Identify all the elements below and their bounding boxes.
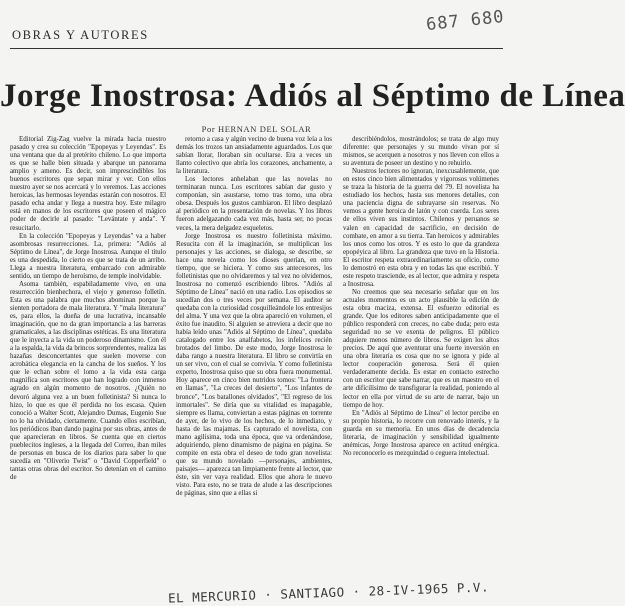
article-paragraph: describiéndolos, mostrándolos; se trata de algo muy diferente: que personajes y su mundo vivan por sí mismos, se acerquen a nosotros y nos lleven con ellos a su aventura de poseer un destino y no rehuirlo. bbox=[343, 136, 499, 168]
article-column-3 bbox=[343, 136, 499, 588]
article-paragraph: retorno a casa y algún vecino de buena voz leía a los demás los trozos tan ansiadamente aguardados. Los que sabían llorar, lloraban sin ocultarse. Era a veces un llanto colectivo que abría los corazones, anchamente, a la literatura. bbox=[176, 136, 332, 176]
source-date-stamp: EL MERCURIO · SANTIAGO · 28-IV-1965 P.V. bbox=[167, 579, 490, 606]
handwritten-archive-number: 687 680 bbox=[425, 6, 506, 36]
article-byline: Por HERNAN DEL SOLAR bbox=[201, 124, 312, 134]
article-paragraph: Nuestros lectores no ignoran, inexcusablemente, que en estos cinco bien alimentados y vigorosos volúmenes se traza la historia de la guerra del 79. El novelista ha estudiado los hechos, hasta sus menores detalles, con una paciencia digna de subrayarse sin reservas. No vemos a gente heroica de latón y con cuerda. Los seres de ellos viven sus instintos. Chilenos y peruanos se valen en capacidad de sacrificio, en decisión de combate, en amor a su tierra. Tan heroicos y admirables los unos como los otros. Y es esto lo que da grandeza epopéyica al libro. La grandeza que tuvo en la Historia. El escritor respeta extraordinariamente su oficio, como lo demostró en esta obra y en todas las que escribió. Y este respeto trasciende, es al lector, que admira y respeta a Inostrosa. bbox=[343, 168, 499, 288]
article-title: Jorge Inostrosa: Adiós al Séptimo de Línea bbox=[0, 78, 625, 115]
article-paragraph: En "Adiós al Séptimo de Línea" el lector percibe en su propio historia, lo recorre con renovado interés, y la guarda en su memoria. En unos días de decadencia literaria, de imaginación y sensibilidad igualmente anémicas, Jorge Inostrosa aparece en actitud enérgica. No reconocerlo es mezquindad o ceguera intelectual. bbox=[343, 409, 499, 457]
article-paragraph: Jorge Inostrosa es nuestro folletinista máximo. Resucita con él la imaginación, se multiplican los personajes y las acciones, se dialoga, se describe, se hace una novela como los dioses querían, en otro tiempo, que se hiciera. Y como sus antecesores, los folletinistas que no olvidaremos y tal vez no olvidemos, Inostrosa no comenzó escribiendo libros. "Adiós al Séptimo de Línea" nació en una radio. Los episodios se sucedían dos o tres veces por semana. El auditor se quedaba con la curiosidad cosquilleándole los entresijos del alma. Y una vez que la obra apareció en volumen, el éxito fue inaudito. Si alguien se atreviera a decir que no había leído unas "Adiós al Séptimo de Línea", quedaba catalogado entre los analfabetos, los infelices recién brotados del limbo. De este modo, Jorge Inostrosa le daba rango a nuestra literatura. El libro se convirtía en un ser vivo, con el cual se convivía. Y como folletinista experto, Inostrosa quiso que su obra fuera monumental. Hoy aparece en cinco bien nutridos tomos: "La frontera en llamas", "La creces del desierto", "Los infantes de bronce", "Los batallones olvidados", "El regreso de los inmortales". Se diría que su vitalidad es inapagable, siempre es llama, conviertan a estas páginas en torrente de ayer, de lo vivo de los hechos, de lo inmediato, y hasta de las majamas. Es capturado el novelista, con mano agilísima, toda una época, que va ordenándose, adquiriendo, pleno dinamismo de página en página. Se compite en esta obra el deseo de todo gran novelista: que su mundo novelado —personajes, ambientes, paisajes— aparezca tan limpiamente frente al lector, que éste, sin ver vaya realidad. Ellos que ahora le nuevo visto. Para esto, no se trata de alude a las descripciones de páginas, sino que a ellas si bbox=[176, 232, 332, 498]
article-paragraph: No creemos que sea necesario señalar que en los actuales momentos es un acto plausible la edición de esta obra maciza, extensa. El esfuerzo editorial es grande. Que los editores saben anticipadamente que el público responderá con creces, no cabe duda; pero esta seguridad no se ve exenta de peligros. El público adquiere menos número de libros. Se exigen los altos precios. De aquí que aventurar una fuerte inversión en una obra literaria es cosa que no se ignora y pide al lector cooperación generosa. Será él quien verdaderamente decida. Es estar en contacto estrecho con un escritor que sabe narrar, que es un maestro en el arte difícilísimo de transfigurar la realidad, poniendo al lector en ella por virtud de su arte de narrar, bajo un tiempo de hoy. bbox=[343, 288, 499, 409]
article-paragraph: Los lectores anhelaban que las novelas no terminaran nunca. Los escritores sabían dar gusto y componían, sin asustarse, tomo tras tomo, una obra obesa. Después los gustos cambiaron. El libro desplazó al periódico en la presentación de novelas. Y los libros fueron adelgazando cada vez más, hasta ser, no pocas veces, la mera delgadez esqueletos. bbox=[176, 176, 332, 232]
article-paragraph: Asoma también, espabiladamente vivo, en una resurrección bienhechora, el viejo y generoso folletín. Esta es una palabra que muchos abominan porque la sienten portadora de mala literatura. Y "mala literatura" es, para ellos, la dueña de una lucrativa, incansable imaginación, que no da gran importancia a las barreras gramaticales, a las disciplinas estéticas. Es una literatura que le inyecta a la vida un poderoso dinamismo. Con él a la espalda, la vida da brincos sorprendentes, realiza las hazañas desconcertantes que suelen moverse con acrobática elegancia en la cancha de los sueños. Y los que le echan sobre el lomo a la vida esta carga magnífica son escritores que han logrado con inmenso agrado en algún momento de nosotros. ¿Quién no devoró alguna vez a un buen folletinista? Si nunca lo hizo, lo que es que él perdida no los escasa. Quien conoció a Walter Scott, Alejandro Dumas, Eugenio Sue no lo ha olvidado, ciertamente. Cuando ellos escribían, los periódicos iban dando pagina por sus obras, antes de que aparecieran en libros. Se cuenta que en ciertos pueblecitos ingleses, a la llegada del Correo, iban miles de personas en busca de los diarios para saber lo que sucedía en "Oliverio Twist" o "David Copperfield" o tantas otras obras del escritor. So detenían en el camino de bbox=[10, 280, 166, 481]
article-column-1 bbox=[10, 136, 166, 588]
article-paragraph: Editorial Zig-Zag vuelve la mirada hacia nuestro pasado y crea su colección "Epopeyas y Leyendas". Es una ventana que da al pretérito chileno. Lo que importa es que se halle bien situada y abarque un panorama amplio y ameno. Es decir, son imprescindibles los buenos escritores que sepan mirar y ver. Con ellos nuestro ayer se nos acercará y lo veremos. Las acciones heroicas, las hermosas leyendas estarán con nosotros. El pasado echa andar y llega a nuestra hoy. Este milagro está en manos de los escritores que poseen el mágico poder de decirle al pasado: "Levántate y anda". Y resucitarlo. bbox=[10, 136, 166, 232]
article-column-2 bbox=[176, 136, 332, 588]
top-divider bbox=[10, 48, 503, 49]
section-label: OBRAS Y AUTORES bbox=[12, 28, 149, 42]
article-paragraph: En la colección "Epopeyas y Leyendas" va a haber asombrosas resurrecciones. La, primera: "Adiós al Séptimo de Línea", de Jorge Inostrosa. Aunque el título es una despedida, lo cierto es que se trata de un arribo. Llega a nuestra literatura, embarcado con admirable sentido, un tiempo de heroísmo, de temple inolvidable. bbox=[10, 232, 166, 280]
